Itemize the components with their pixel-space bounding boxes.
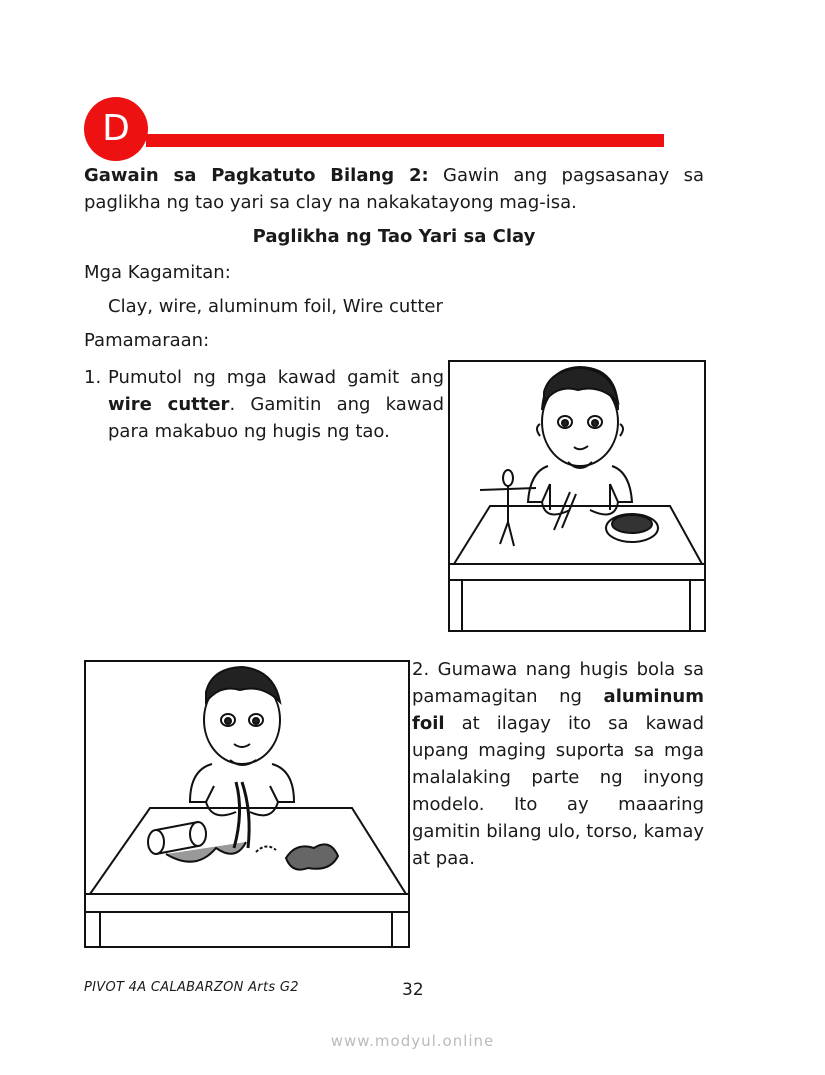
step-number: 2. <box>412 659 430 680</box>
step-text <box>108 364 444 445</box>
step-text-pre: Pumutol ng mga kawad gamit ang <box>108 367 444 388</box>
activity-subtitle: Paglikha ng Tao Yari sa Clay <box>252 226 536 247</box>
step-highlight: aluminum foil <box>412 686 704 734</box>
activity-title: Gawain sa Pagkatuto Bilang 2: <box>84 165 429 186</box>
step-text-post: . Gamitin ang kawad para makabuo ng hugis ng tao. <box>108 394 444 442</box>
illustration-boy-aluminum-foil <box>84 660 410 948</box>
materials-list: Clay, wire, aluminum foil, Wire cutter <box>108 296 443 317</box>
page-number: 32 <box>402 980 424 1000</box>
illustration-boy-wire-cutter <box>448 360 706 632</box>
boy-cutting-wire-drawing <box>450 362 704 630</box>
step-text-pre: Gumawa nang hugis bola sa pamamagitan ng <box>412 659 704 707</box>
watermark: www.modyul.online <box>330 1032 495 1050</box>
section-letter-badge: D <box>84 97 148 161</box>
activity-instruction: Gawin ang pagsasanay sa paglikha ng tao yari sa clay na nakakatayong mag-isa. <box>84 165 705 213</box>
procedure-step-1 <box>84 364 444 445</box>
step-number: 1. <box>84 367 102 388</box>
step-text-post: at ilagay ito sa kawad upang maging suporta sa mga malalaking parte ng inyong modelo. Ito ay maaaring gamitin bilang ulo, torso, kamay at paa. <box>412 713 704 869</box>
boy-shaping-foil-drawing <box>86 662 408 946</box>
activity-intro <box>84 162 704 216</box>
procedure-label: Pamamaraan: <box>84 330 210 351</box>
procedure-step-2 <box>412 656 704 872</box>
footer-source: PIVOT 4A CALABARZON Arts G2 <box>84 980 299 995</box>
section-divider-bar <box>146 134 664 147</box>
step-text <box>412 656 704 872</box>
step-highlight: wire cutter <box>108 394 230 415</box>
materials-label: Mga Kagamitan: <box>84 262 231 283</box>
